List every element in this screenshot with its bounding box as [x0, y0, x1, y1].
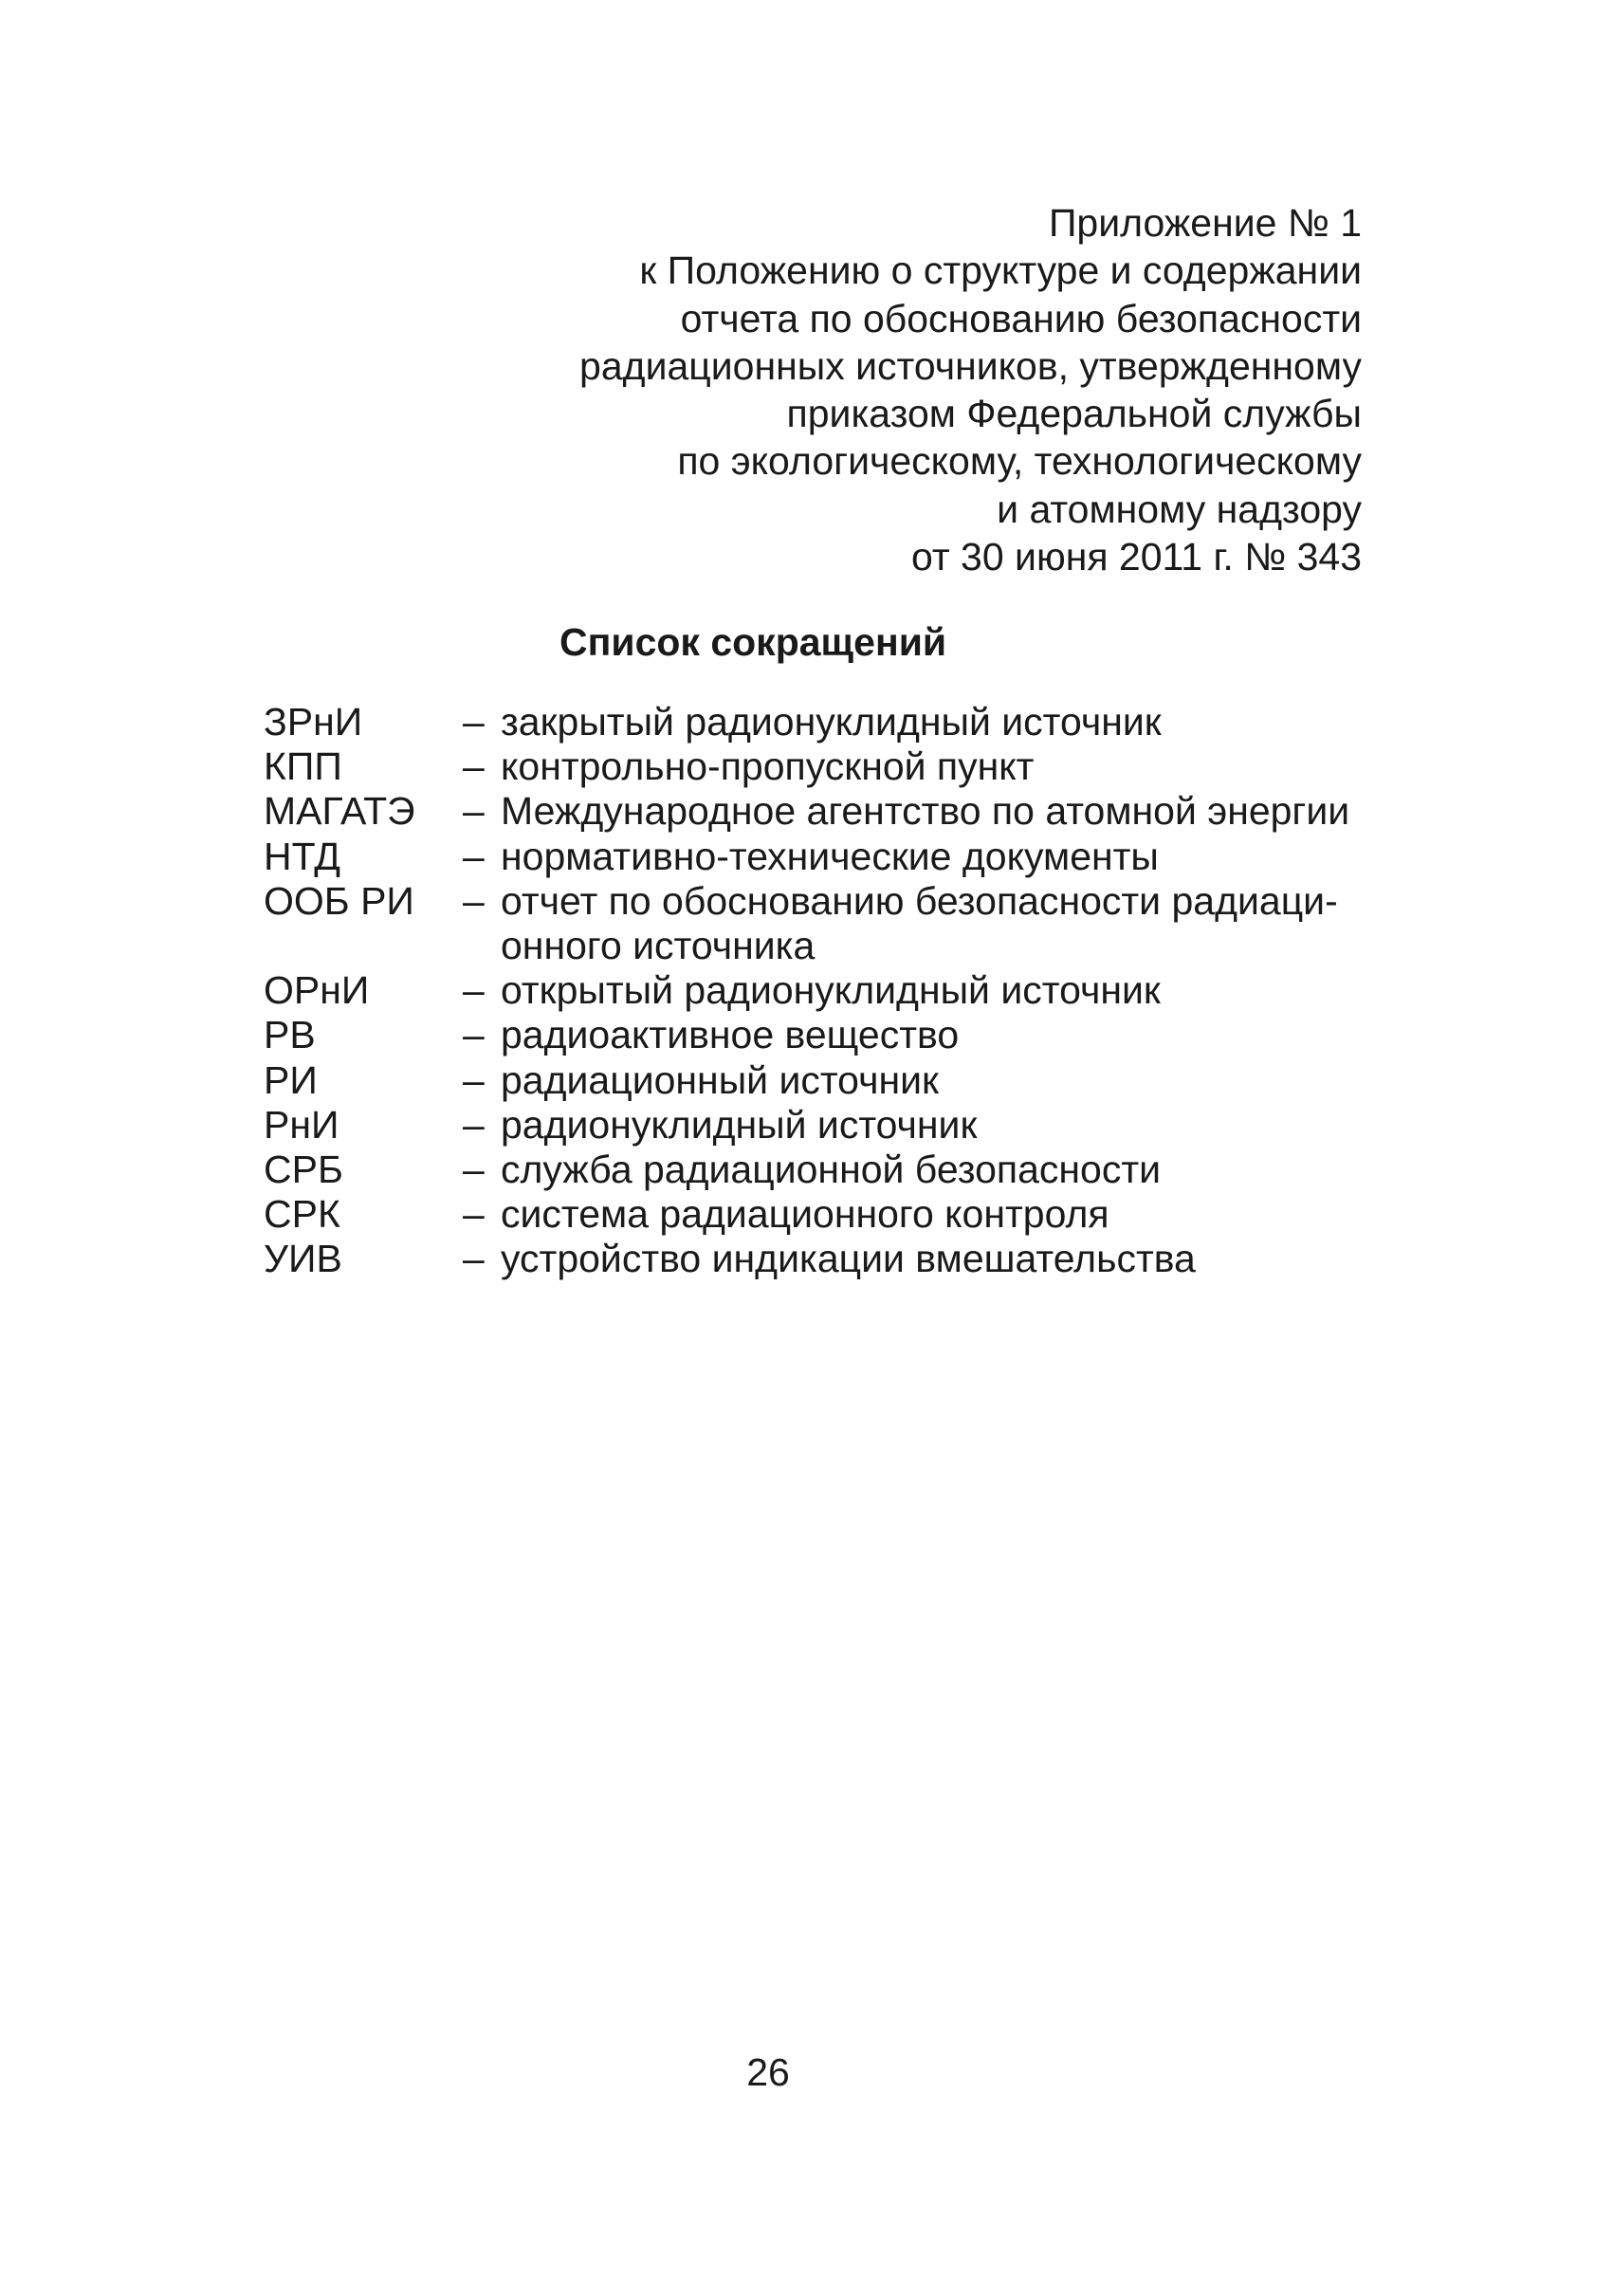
abbreviation-dash: – — [463, 1057, 485, 1102]
definition-line: радиоактивное вещество — [501, 1013, 960, 1057]
appendix-line: к Положению о структуре и содержании — [639, 248, 1362, 293]
abbreviation-dash: – — [463, 878, 485, 923]
abbreviation-dash: – — [463, 1013, 485, 1057]
list-title: Список сокращений — [559, 620, 947, 664]
appendix-line: и атомному надзору — [997, 487, 1362, 531]
abbreviation-definition — [501, 744, 1364, 789]
definition-line: система радиационного контроля — [501, 1192, 1109, 1237]
abbreviation-dash: – — [463, 700, 485, 744]
definition-line: служба радиационной безопасности — [501, 1148, 1161, 1192]
abbreviation-definition — [501, 1148, 1364, 1192]
appendix-header — [413, 199, 1362, 580]
definition-line: отчет по обоснованию безопасности радиаци- — [501, 878, 1338, 923]
abbreviation-term: КПП — [264, 744, 342, 789]
abbreviation-term: СРБ — [264, 1148, 343, 1192]
abbreviation-definition — [501, 1103, 1364, 1148]
definition-line: контрольно-пропускной пункт — [501, 744, 1035, 789]
abbreviation-term: УИВ — [264, 1237, 342, 1281]
abbreviation-row — [264, 835, 1364, 879]
abbreviation-dash: – — [463, 1148, 485, 1192]
appendix-line: радиационных источников, утвержденному — [579, 343, 1362, 388]
abbreviation-row — [264, 700, 1364, 744]
abbreviation-dash: – — [463, 834, 485, 878]
abbreviation-dash: – — [463, 1237, 485, 1281]
definition-line: онного источника — [501, 924, 816, 968]
abbreviation-definition — [501, 1237, 1364, 1281]
abbreviation-definition — [501, 1013, 1364, 1057]
appendix-line: отчета по обоснованию безопасности — [680, 296, 1362, 340]
abbreviation-term: СРК — [264, 1192, 340, 1237]
abbreviation-definition — [501, 968, 1364, 1013]
abbreviation-row — [264, 879, 1364, 968]
abbreviation-dash: – — [463, 968, 485, 1013]
appendix-line: по экологическому, технологическому — [677, 439, 1362, 484]
abbreviation-row — [264, 1237, 1364, 1281]
abbreviation-dash: – — [463, 789, 485, 834]
abbreviation-term: РИ — [264, 1057, 318, 1102]
abbreviation-definition — [501, 1192, 1364, 1237]
abbreviation-term: РВ — [264, 1013, 316, 1057]
abbreviation-term: ЗРнИ — [264, 700, 363, 744]
abbreviation-term: МАГАТЭ — [264, 789, 415, 834]
appendix-line: Приложение № 1 — [1048, 201, 1362, 245]
abbreviation-row — [264, 789, 1364, 834]
abbreviation-row — [264, 968, 1364, 1013]
definition-line: радиационный источник — [501, 1057, 939, 1102]
definition-line: открытый радионуклидный источник — [501, 968, 1161, 1013]
abbreviation-definition — [501, 1058, 1364, 1103]
abbreviation-list — [264, 700, 1364, 1282]
abbreviation-row — [264, 744, 1364, 789]
abbreviation-term: РнИ — [264, 1102, 339, 1147]
abbreviation-dash: – — [463, 744, 485, 789]
abbreviation-dash: – — [463, 1102, 485, 1147]
abbreviation-term: НТД — [264, 834, 341, 878]
abbreviation-term: ООБ РИ — [264, 878, 414, 923]
abbreviation-definition — [501, 879, 1364, 968]
abbreviation-row — [264, 1103, 1364, 1148]
abbreviation-dash: – — [463, 1192, 485, 1237]
abbreviation-definition — [501, 789, 1364, 834]
abbreviation-definition — [501, 700, 1364, 744]
appendix-line: приказом Федеральной службы — [786, 392, 1362, 436]
abbreviation-row — [264, 1058, 1364, 1103]
definition-line: устройство индикации вмешательства — [501, 1237, 1196, 1281]
definition-line: закрытый радионуклидный источник — [501, 700, 1162, 744]
abbreviation-term: ОРнИ — [264, 968, 370, 1013]
abbreviation-definition — [501, 835, 1364, 879]
abbreviation-row — [264, 1148, 1364, 1192]
abbreviation-row — [264, 1013, 1364, 1057]
definition-line: нормативно-технические документы — [501, 834, 1159, 878]
definition-line: радионуклидный источник — [501, 1102, 978, 1147]
abbreviation-row — [264, 1192, 1364, 1237]
page-number: 26 — [746, 2050, 790, 2094]
appendix-line: от 30 июня 2011 г. № 343 — [910, 535, 1362, 579]
definition-line: Международное агентство по атомной энергии — [501, 789, 1350, 834]
